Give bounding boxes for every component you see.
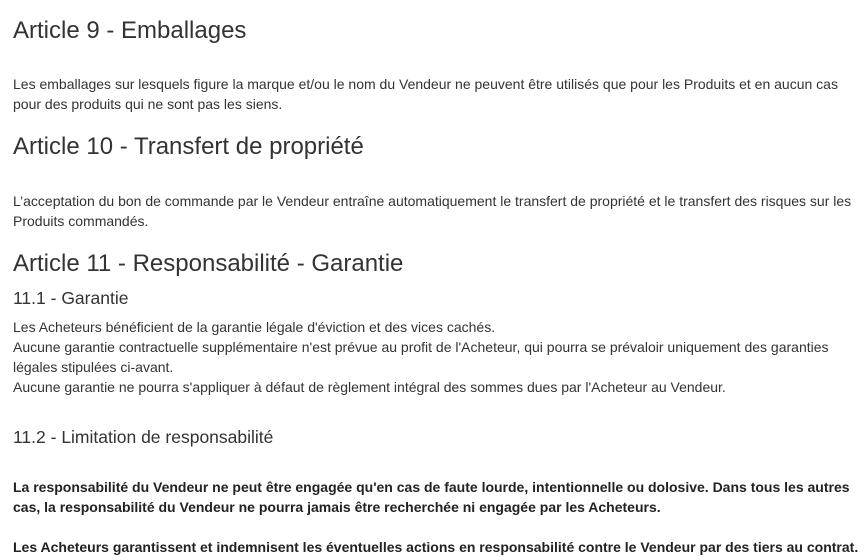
section-11-2-paragraph-1	[13, 477, 850, 517]
paragraph-line: Aucune garantie ne pourra s'appliquer à défaut de règlement intégral des sommes dues par l'Acheteur au Vendeur.	[13, 379, 726, 395]
paragraph-line: légales stipulées ci-avant.	[13, 359, 174, 375]
article-10-paragraph	[13, 191, 851, 231]
paragraph-line: Produits commandés.	[13, 213, 149, 229]
article-9-paragraph	[13, 74, 838, 114]
paragraph-line: Les emballages sur lesquels figure la marque et/ou le nom du Vendeur ne peuvent être utilisés que pour les Produits et en aucun cas	[13, 76, 838, 92]
section-11-1-paragraph	[13, 317, 829, 397]
paragraph-line: L’acceptation du bon de commande par le Vendeur entraîne automatiquement le transfert de propriété et le transfert des risques sur les	[13, 193, 852, 209]
article-10-title: Article 10 - Transfert de propriété	[13, 133, 364, 160]
article-9-title: Article 9 - Emballages	[13, 17, 247, 44]
paragraph-line: Les Acheteurs garantissent et indemnisent les éventuelles actions en responsabilité contre le Vendeur par des tiers au contrat.	[13, 539, 859, 555]
paragraph-line: Aucune garantie contractuelle supplémentaire n'est prévue au profit de l'Acheteur, qui pourra se prévaloir uniquement des garanties	[13, 339, 829, 355]
paragraph-line: Les Acheteurs bénéficient de la garantie légale d'éviction et des vices cachés.	[13, 319, 496, 335]
paragraph-line: La responsabilité du Vendeur ne peut être engagée qu'en cas de faute lourde, intentionnelle ou dolosive. Dans tous les autres	[13, 479, 850, 495]
paragraph-line: pour des produits qui ne sont pas les siens.	[13, 96, 283, 112]
section-11-2-paragraph-2	[13, 537, 858, 557]
section-11-1-title: 11.1 - Garantie	[13, 288, 129, 308]
paragraph-line: cas, la responsabilité du Vendeur ne pourra jamais être recherchée ni engagée par les Acheteurs.	[13, 499, 661, 515]
section-11-2-title: 11.2 - Limitation de responsabilité	[13, 427, 274, 447]
article-11-title: Article 11 - Responsabilité - Garantie	[13, 250, 404, 277]
